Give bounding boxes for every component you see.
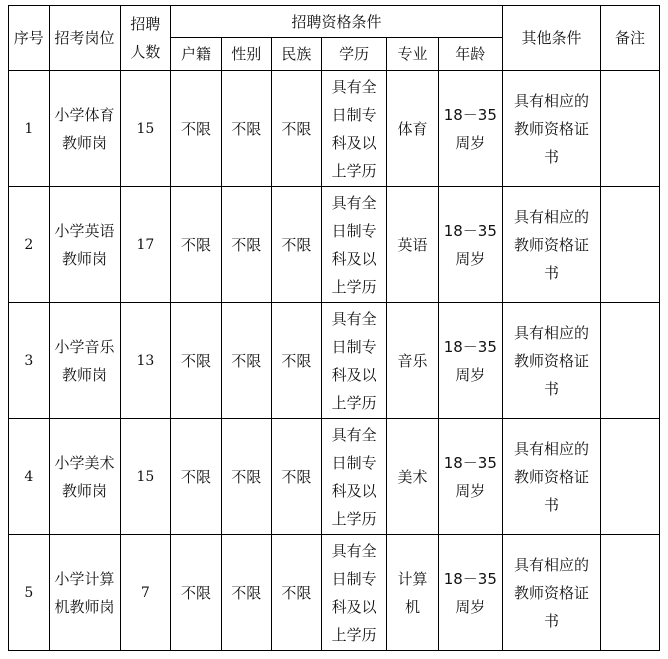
education-line: 日制专 — [331, 337, 377, 356]
age-line: 周岁 — [455, 365, 486, 384]
other-line: 教师资格证 — [513, 351, 589, 370]
position-line: 教师岗 — [62, 133, 108, 152]
education-line: 上学历 — [331, 625, 377, 644]
cell-age — [438, 419, 502, 535]
cell-ethnicity: 不限 — [271, 535, 322, 651]
education-line: 科及以 — [331, 481, 377, 500]
other-line: 教师资格证 — [513, 467, 589, 486]
cell-major — [387, 419, 439, 535]
header-gender: 性别 — [221, 38, 271, 71]
cell-education — [322, 419, 387, 535]
other-line: 教师资格证 — [513, 235, 589, 254]
other-line: 具有相应的 — [513, 439, 589, 458]
cell-count: 15 — [120, 419, 171, 535]
education-line: 具有全 — [331, 309, 377, 328]
cell-remarks — [601, 535, 660, 651]
header-qualifications: 招聘资格条件 — [171, 6, 503, 38]
cell-household: 不限 — [171, 303, 222, 419]
major-line: 音乐 — [397, 351, 428, 370]
cell-count: 13 — [120, 303, 171, 419]
cell-education — [322, 187, 387, 303]
header-seq: 序号 — [9, 6, 50, 71]
education-line: 具有全 — [331, 425, 377, 444]
cell-education — [322, 71, 387, 187]
education-line: 日制专 — [331, 569, 377, 588]
cell-age — [438, 535, 502, 651]
position-line: 教师岗 — [62, 481, 108, 500]
other-line: 具有相应的 — [513, 207, 589, 226]
cell-position — [49, 419, 120, 535]
header-count-line2: 人数 — [130, 43, 161, 61]
cell-household: 不限 — [171, 535, 222, 651]
cell-position — [49, 187, 120, 303]
cell-gender: 不限 — [221, 419, 271, 535]
cell-major — [387, 187, 439, 303]
other-line: 具有相应的 — [513, 555, 589, 574]
cell-age — [438, 71, 502, 187]
age-line: 18－35 — [443, 453, 497, 472]
cell-major — [387, 71, 439, 187]
cell-major — [387, 535, 439, 651]
cell-count: 7 — [120, 535, 171, 651]
education-line: 日制专 — [331, 221, 377, 240]
cell-other — [502, 71, 600, 187]
education-line: 科及以 — [331, 597, 377, 616]
cell-other — [502, 303, 600, 419]
cell-household: 不限 — [171, 187, 222, 303]
education-line: 上学历 — [331, 509, 377, 528]
other-line: 教师资格证 — [513, 119, 589, 138]
header-remarks: 备注 — [601, 6, 660, 71]
cell-position — [49, 535, 120, 651]
cell-age — [438, 303, 502, 419]
cell-seq: 1 — [9, 71, 50, 187]
major-line: 英语 — [397, 235, 428, 254]
education-line: 上学历 — [331, 393, 377, 412]
age-line: 18－35 — [443, 337, 497, 356]
other-line: 教师资格证 — [513, 583, 589, 602]
header-education: 学历 — [322, 38, 387, 71]
table-row — [9, 303, 660, 419]
cell-seq: 4 — [9, 419, 50, 535]
age-line: 周岁 — [455, 597, 486, 616]
position-line: 小学美术 — [54, 453, 115, 472]
major-line: 体育 — [397, 119, 428, 138]
position-line: 小学体育 — [54, 105, 115, 124]
recruitment-table — [8, 5, 660, 651]
position-line: 小学英语 — [54, 221, 115, 240]
cell-ethnicity: 不限 — [271, 187, 322, 303]
cell-gender: 不限 — [221, 535, 271, 651]
table-row — [9, 71, 660, 187]
header-other: 其他条件 — [502, 6, 600, 71]
cell-remarks — [601, 303, 660, 419]
age-line: 周岁 — [455, 481, 486, 500]
age-line: 18－35 — [443, 105, 497, 124]
cell-seq: 5 — [9, 535, 50, 651]
education-line: 日制专 — [331, 453, 377, 472]
other-line: 书 — [543, 495, 559, 514]
education-line: 上学历 — [331, 161, 377, 180]
cell-count: 15 — [120, 71, 171, 187]
education-line: 科及以 — [331, 249, 377, 268]
table-row — [9, 535, 660, 651]
cell-other — [502, 187, 600, 303]
header-count — [120, 6, 171, 71]
cell-household: 不限 — [171, 71, 222, 187]
education-line: 科及以 — [331, 365, 377, 384]
position-line: 机教师岗 — [54, 597, 115, 616]
cell-remarks — [601, 419, 660, 535]
education-line: 具有全 — [331, 193, 377, 212]
age-line: 18－35 — [443, 221, 497, 240]
cell-other — [502, 535, 600, 651]
education-line: 科及以 — [331, 133, 377, 152]
major-line: 美术 — [397, 467, 428, 486]
cell-remarks — [601, 71, 660, 187]
cell-ethnicity: 不限 — [271, 71, 322, 187]
cell-remarks — [601, 187, 660, 303]
position-line: 教师岗 — [62, 365, 108, 384]
cell-position — [49, 71, 120, 187]
other-line: 书 — [543, 263, 559, 282]
position-line: 小学计算 — [54, 569, 115, 588]
cell-other — [502, 419, 600, 535]
cell-gender: 不限 — [221, 303, 271, 419]
education-line: 具有全 — [331, 77, 377, 96]
other-line: 具有相应的 — [513, 323, 589, 342]
other-line: 书 — [543, 147, 559, 166]
education-line: 日制专 — [331, 105, 377, 124]
position-line: 教师岗 — [62, 249, 108, 268]
major-line: 机 — [404, 597, 420, 616]
table-row — [9, 419, 660, 535]
header-ethnicity: 民族 — [271, 38, 322, 71]
cell-gender: 不限 — [221, 71, 271, 187]
header-major: 专业 — [387, 38, 439, 71]
cell-seq: 3 — [9, 303, 50, 419]
header-position: 招考岗位 — [49, 6, 120, 71]
position-line: 小学音乐 — [54, 337, 115, 356]
education-line: 上学历 — [331, 277, 377, 296]
cell-education — [322, 303, 387, 419]
cell-count: 17 — [120, 187, 171, 303]
other-line: 具有相应的 — [513, 91, 589, 110]
education-line: 具有全 — [331, 541, 377, 560]
cell-major — [387, 303, 439, 419]
cell-ethnicity: 不限 — [271, 419, 322, 535]
cell-ethnicity: 不限 — [271, 303, 322, 419]
other-line: 书 — [543, 379, 559, 398]
age-line: 周岁 — [455, 133, 486, 152]
cell-position — [49, 303, 120, 419]
cell-education — [322, 535, 387, 651]
header-household: 户籍 — [171, 38, 222, 71]
header-age: 年龄 — [438, 38, 502, 71]
other-line: 书 — [543, 611, 559, 630]
age-line: 周岁 — [455, 249, 486, 268]
cell-gender: 不限 — [221, 187, 271, 303]
header-count-line1: 招聘 — [130, 15, 161, 33]
cell-household: 不限 — [171, 419, 222, 535]
cell-age — [438, 187, 502, 303]
age-line: 18－35 — [443, 569, 497, 588]
major-line: 计算 — [397, 569, 428, 588]
table-row — [9, 187, 660, 303]
cell-seq: 2 — [9, 187, 50, 303]
